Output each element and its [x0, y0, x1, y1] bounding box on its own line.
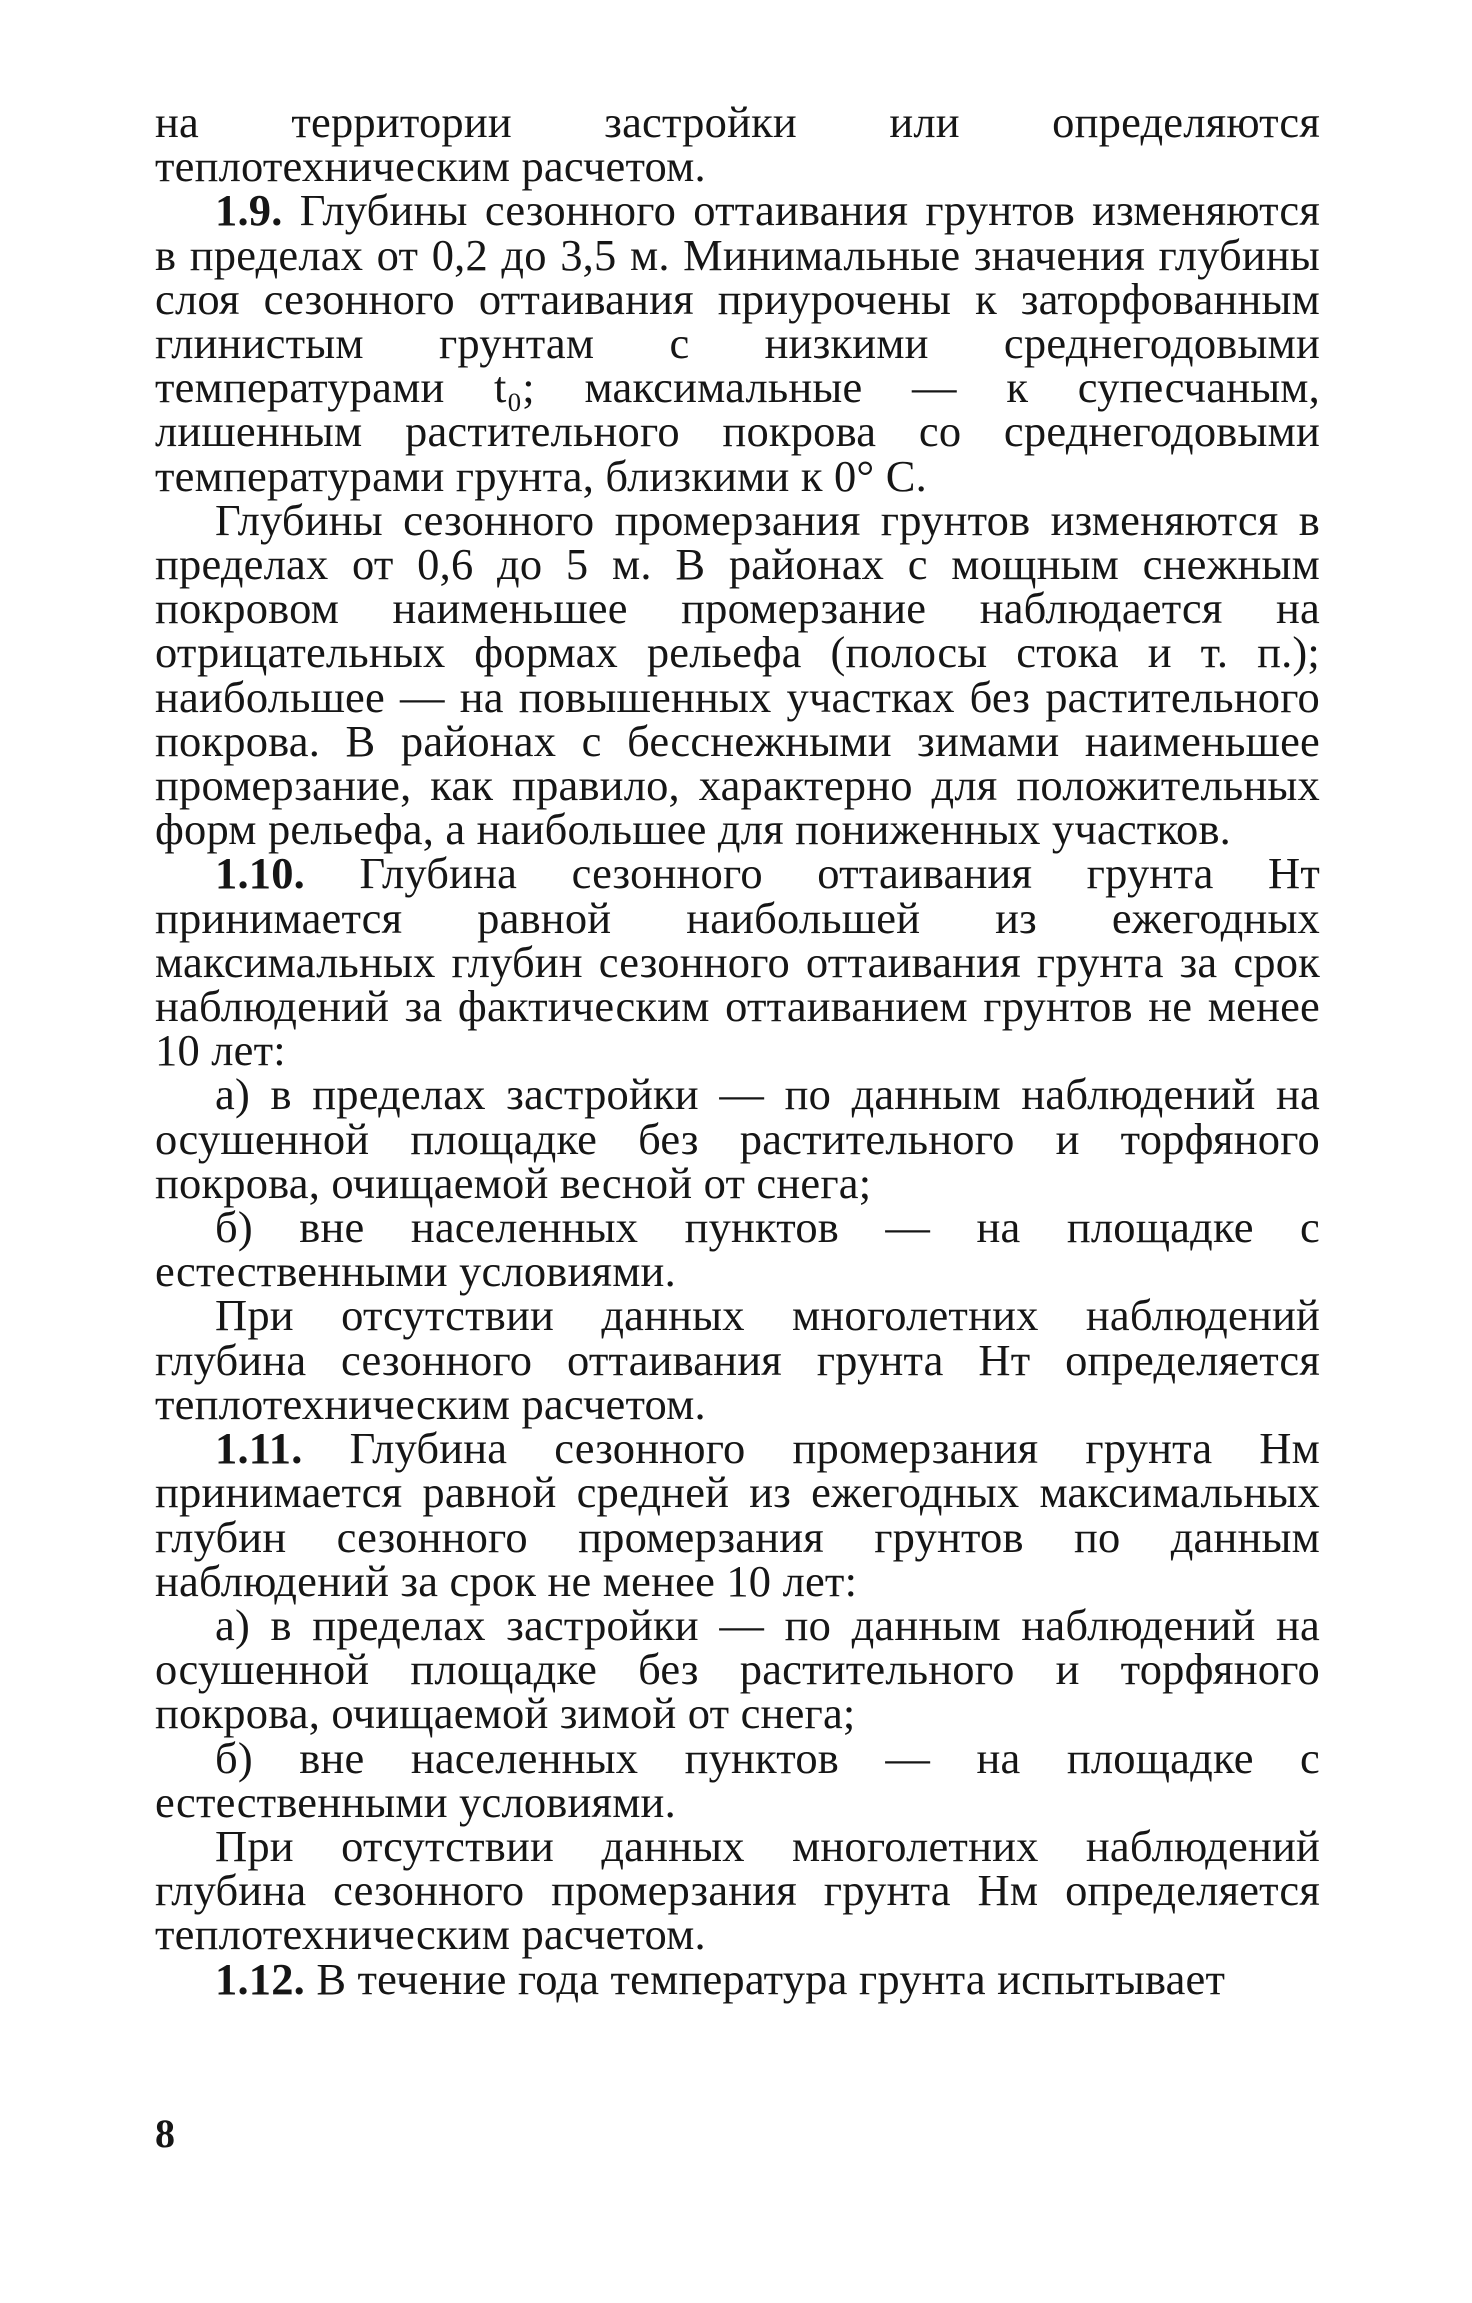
paragraph-text: При отсутствии данных многолетних наблюдений глубина сезонного промерзания грунта Hм определяется теплотехническим расчетом.	[155, 1820, 1320, 1960]
paragraph-text: б) вне населенных пунктов — на площадке с естественными условиями.	[155, 1732, 1320, 1827]
paragraph-1-11	[155, 1423, 1320, 1606]
paragraph-freezing-depths	[155, 494, 1320, 855]
paragraph-thaw-absence	[155, 1290, 1320, 1429]
paragraph-text: а) в пределах застройки — по данным наблюдений на осушенной площадке без растительного и торфяного покрова, очищаемой весной от снега;	[155, 1069, 1320, 1208]
page-body	[155, 97, 1320, 2004]
paragraph-text: Глубины сезонного оттаивания грунтов изменяются в пределах от 0,2 до 3,5 м. Минимальные значения глубины слоя сезонного оттаивания приурочены к заторфованным глинистым грунтам с низкими среднегодовыми температурами t₀; максимальные — к супесчаным, лишенным растительного покрова со среднегодовыми температурами грунта, близкими к 0° С.	[155, 185, 1320, 501]
section-number: 1.9.	[215, 185, 283, 236]
paragraph-text: а) в пределах застройки — по данным наблюдений на осушенной площадке без растительного и торфяного покрова, очищаемой зимой от снега;	[155, 1599, 1320, 1739]
section-number: 1.12.	[215, 1953, 305, 2004]
list-item-a-thaw	[155, 1069, 1320, 1208]
paragraph-text: б) вне населенных пунктов — на площадке с естественными условиями.	[155, 1202, 1320, 1297]
list-item-a-freeze	[155, 1599, 1320, 1739]
paragraph-freeze-absence	[155, 1820, 1320, 1960]
paragraph-text: Глубина сезонного промерзания грунта Hм принимается равной средней из ежегодных максимальных глубин сезонного промерзания грунтов по данным наблюдений за срок не менее 10 лет:	[155, 1423, 1320, 1606]
paragraph-1-10	[155, 848, 1320, 1076]
page-number: 8	[155, 2111, 175, 2156]
list-item-b-thaw	[155, 1202, 1320, 1297]
paragraph-text: на территории застройки или определяются теплотехническим расчетом.	[155, 97, 1320, 192]
paragraph-1-12	[155, 1953, 1320, 2004]
section-number: 1.10.	[215, 848, 305, 899]
section-number: 1.11.	[215, 1423, 303, 1474]
paragraph-text: Глубины сезонного промерзания грунтов изменяются в пределах от 0,6 до 5 м. В районах с мощным снежным покровом наименьшее промерзание наблюдается на отрицательных формах рельефа (полосы стока и т. п.); наибольшее — на повышенных участках без растительного покрова. В районах с бесснежными зимами наименьшее промерзание, как правило, характерно для положительных форм рельефа, а наибольшее для пониженных участков.	[155, 494, 1320, 855]
paragraph-1-9	[155, 185, 1320, 501]
paragraph-continuation	[155, 97, 1320, 192]
paragraph-text: В течение года температура грунта испытывает	[305, 1953, 1226, 2004]
paragraph-text: Глубина сезонного оттаивания грунта Hт принимается равной наибольшей из ежегодных максимальных глубин сезонного оттаивания грунта за срок наблюдений за фактическим оттаиванием грунтов не менее 10 лет:	[155, 848, 1320, 1076]
paragraph-text: При отсутствии данных многолетних наблюдений глубина сезонного оттаивания грунта Hт определяется теплотехническим расчетом.	[155, 1290, 1320, 1429]
list-item-b-freeze	[155, 1732, 1320, 1827]
